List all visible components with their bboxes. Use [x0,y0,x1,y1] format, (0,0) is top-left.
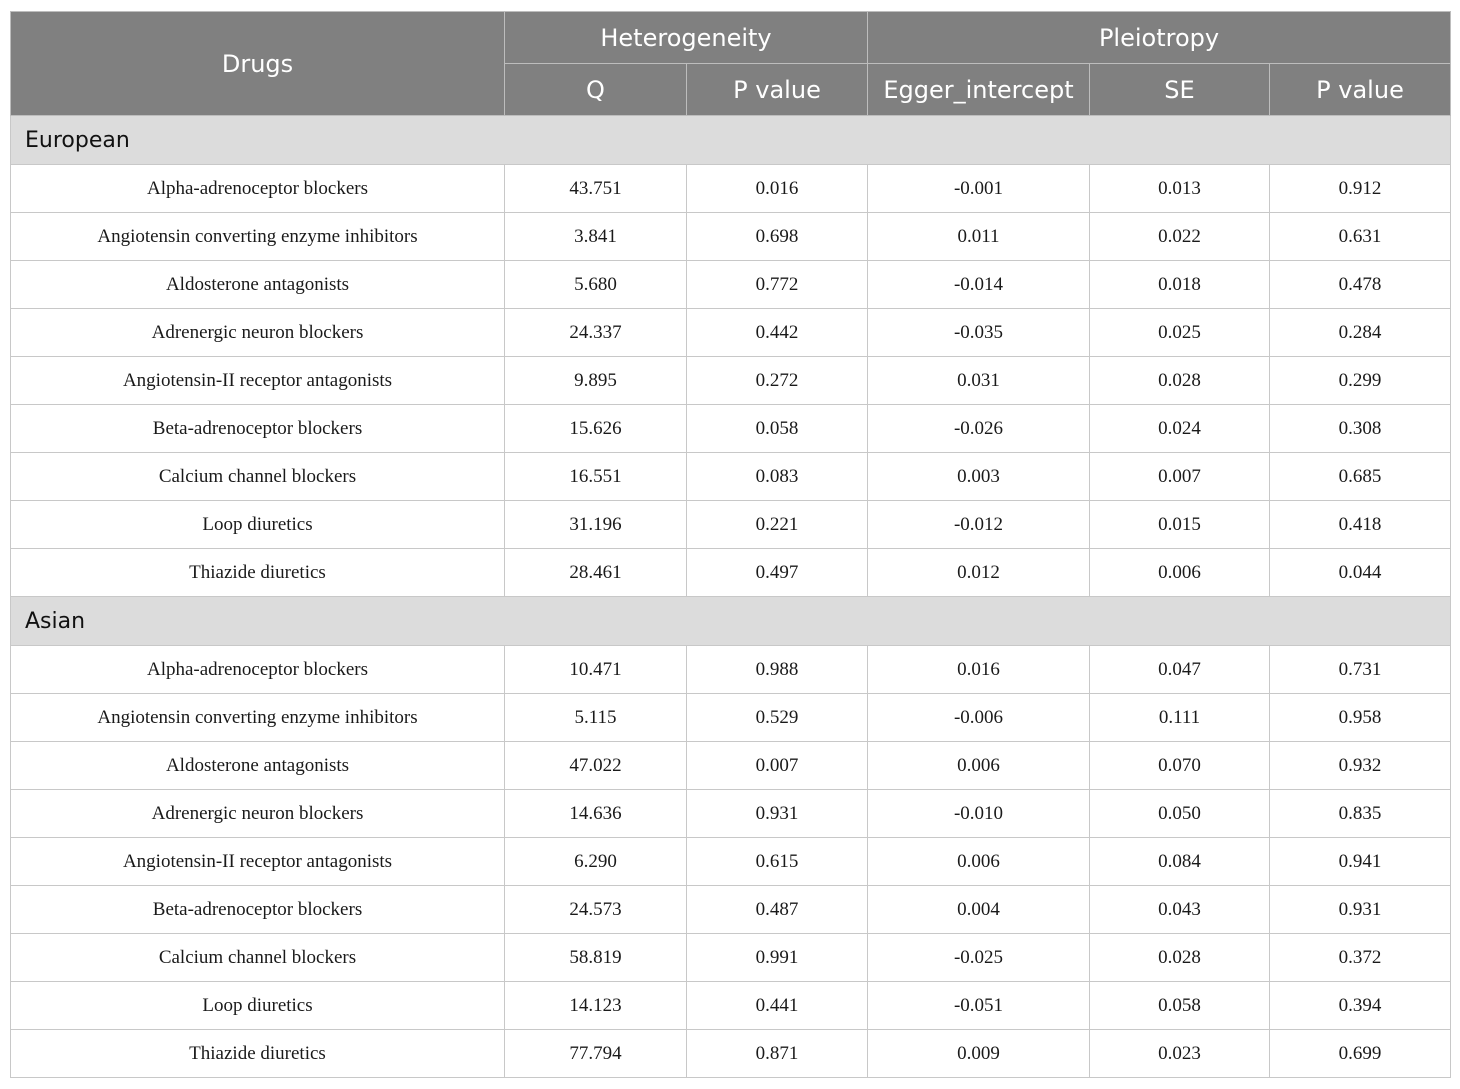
egger-intercept-cell: 0.009 [868,1030,1090,1078]
heterogeneity-p-value-cell: 0.442 [687,309,868,357]
heterogeneity-p-value-cell: 0.698 [687,213,868,261]
drug-name-cell: Beta-adrenoceptor blockers [11,405,505,453]
drug-name-cell: Aldosterone antagonists [11,742,505,790]
se-cell: 0.050 [1090,790,1270,838]
q-cell: 9.895 [505,357,687,405]
se-cell: 0.006 [1090,549,1270,597]
egger-intercept-cell: -0.026 [868,405,1090,453]
q-cell: 15.626 [505,405,687,453]
table-row [11,886,1451,934]
pleiotropy-p-value-cell: 0.284 [1270,309,1451,357]
se-cell: 0.022 [1090,213,1270,261]
se-cell: 0.013 [1090,165,1270,213]
drug-name-cell: Loop diuretics [11,501,505,549]
se-cell: 0.025 [1090,309,1270,357]
pleiotropy-p-value-cell: 0.941 [1270,838,1451,886]
egger-intercept-cell: -0.035 [868,309,1090,357]
q-cell: 58.819 [505,934,687,982]
q-cell: 77.794 [505,1030,687,1078]
pleiotropy-p-value-cell: 0.932 [1270,742,1451,790]
results-table [10,11,1451,1078]
group-label: Asian [11,597,1451,646]
table-header [11,12,1451,116]
drug-name-cell: Calcium channel blockers [11,453,505,501]
q-cell: 24.337 [505,309,687,357]
heterogeneity-p-value-cell: 0.272 [687,357,868,405]
drug-name-cell: Adrenergic neuron blockers [11,790,505,838]
q-cell: 14.636 [505,790,687,838]
egger-intercept-cell: -0.001 [868,165,1090,213]
drug-name-cell: Beta-adrenoceptor blockers [11,886,505,934]
drug-name-cell: Thiazide diuretics [11,1030,505,1078]
group-row [11,116,1451,165]
drug-name-cell: Aldosterone antagonists [11,261,505,309]
pleiotropy-p-value-cell: 0.685 [1270,453,1451,501]
table-row [11,213,1451,261]
q-cell: 43.751 [505,165,687,213]
drug-name-cell: Alpha-adrenoceptor blockers [11,646,505,694]
heterogeneity-p-value-cell: 0.529 [687,694,868,742]
pleiotropy-p-value-cell: 0.394 [1270,982,1451,1030]
heterogeneity-p-value-cell: 0.221 [687,501,868,549]
pleiotropy-p-value-cell: 0.372 [1270,934,1451,982]
table-row [11,261,1451,309]
se-cell: 0.084 [1090,838,1270,886]
header-row-top [11,12,1451,64]
pleiotropy-p-value-cell: 0.699 [1270,1030,1451,1078]
drug-name-cell: Loop diuretics [11,982,505,1030]
table-row [11,357,1451,405]
se-cell: 0.023 [1090,1030,1270,1078]
se-cell: 0.028 [1090,357,1270,405]
se-cell: 0.070 [1090,742,1270,790]
group-row [11,597,1451,646]
pleiotropy-p-value-cell: 0.731 [1270,646,1451,694]
drug-name-cell: Angiotensin converting enzyme inhibitors [11,213,505,261]
q-cell: 3.841 [505,213,687,261]
pleiotropy-p-value-cell: 0.044 [1270,549,1451,597]
se-cell: 0.028 [1090,934,1270,982]
egger-intercept-cell: 0.016 [868,646,1090,694]
table-row [11,501,1451,549]
table-body [11,116,1451,1078]
pleiotropy-p-value-cell: 0.912 [1270,165,1451,213]
table-row [11,790,1451,838]
se-column-header: SE [1090,64,1270,116]
pleiotropy-p-value-cell: 0.308 [1270,405,1451,453]
egger-intercept-column-header: Egger_intercept [868,64,1090,116]
drug-name-cell: Thiazide diuretics [11,549,505,597]
heterogeneity-p-value-cell: 0.083 [687,453,868,501]
q-cell: 5.680 [505,261,687,309]
heterogeneity-p-value-cell: 0.058 [687,405,868,453]
egger-intercept-cell: -0.014 [868,261,1090,309]
heterogeneity-p-value-cell: 0.441 [687,982,868,1030]
heterogeneity-p-value-cell: 0.615 [687,838,868,886]
pleiotropy-p-value-cell: 0.958 [1270,694,1451,742]
q-column-header: Q [505,64,687,116]
drug-name-cell: Calcium channel blockers [11,934,505,982]
se-cell: 0.015 [1090,501,1270,549]
table-row [11,694,1451,742]
se-cell: 0.007 [1090,453,1270,501]
pleiotropy-p-value-cell: 0.631 [1270,213,1451,261]
se-cell: 0.018 [1090,261,1270,309]
q-cell: 10.471 [505,646,687,694]
egger-intercept-cell: -0.010 [868,790,1090,838]
heterogeneity-group-header: Heterogeneity [505,12,868,64]
se-cell: 0.111 [1090,694,1270,742]
drugs-column-header: Drugs [11,12,505,116]
egger-intercept-cell: 0.004 [868,886,1090,934]
pleiotropy-p-value-cell: 0.835 [1270,790,1451,838]
group-label: European [11,116,1451,165]
heterogeneity-p-value-cell: 0.991 [687,934,868,982]
table-row [11,646,1451,694]
heterogeneity-p-value-cell: 0.497 [687,549,868,597]
table-row [11,453,1451,501]
drug-name-cell: Angiotensin converting enzyme inhibitors [11,694,505,742]
se-cell: 0.043 [1090,886,1270,934]
table-row [11,165,1451,213]
drug-name-cell: Adrenergic neuron blockers [11,309,505,357]
egger-intercept-cell: 0.011 [868,213,1090,261]
heterogeneity-p-value-cell: 0.871 [687,1030,868,1078]
heterogeneity-p-value-cell: 0.931 [687,790,868,838]
egger-intercept-cell: 0.006 [868,838,1090,886]
se-cell: 0.024 [1090,405,1270,453]
heterogeneity-p-value-column-header: P value [687,64,868,116]
q-cell: 47.022 [505,742,687,790]
q-cell: 28.461 [505,549,687,597]
pleiotropy-p-value-cell: 0.418 [1270,501,1451,549]
drug-name-cell: Angiotensin-II receptor antagonists [11,838,505,886]
q-cell: 5.115 [505,694,687,742]
q-cell: 14.123 [505,982,687,1030]
table-row [11,934,1451,982]
egger-intercept-cell: -0.006 [868,694,1090,742]
pleiotropy-group-header: Pleiotropy [868,12,1451,64]
egger-intercept-cell: -0.051 [868,982,1090,1030]
egger-intercept-cell: 0.031 [868,357,1090,405]
heterogeneity-p-value-cell: 0.007 [687,742,868,790]
egger-intercept-cell: 0.003 [868,453,1090,501]
heterogeneity-p-value-cell: 0.988 [687,646,868,694]
drug-name-cell: Angiotensin-II receptor antagonists [11,357,505,405]
table-row [11,1030,1451,1078]
q-cell: 31.196 [505,501,687,549]
egger-intercept-cell: 0.006 [868,742,1090,790]
pleiotropy-p-value-cell: 0.478 [1270,261,1451,309]
table-row [11,742,1451,790]
egger-intercept-cell: -0.025 [868,934,1090,982]
table-row [11,309,1451,357]
heterogeneity-p-value-cell: 0.487 [687,886,868,934]
heterogeneity-p-value-cell: 0.016 [687,165,868,213]
pleiotropy-p-value-column-header: P value [1270,64,1451,116]
table-row [11,549,1451,597]
se-cell: 0.047 [1090,646,1270,694]
q-cell: 16.551 [505,453,687,501]
table-row [11,405,1451,453]
q-cell: 24.573 [505,886,687,934]
egger-intercept-cell: 0.012 [868,549,1090,597]
table-row [11,982,1451,1030]
q-cell: 6.290 [505,838,687,886]
se-cell: 0.058 [1090,982,1270,1030]
table-row [11,838,1451,886]
pleiotropy-p-value-cell: 0.931 [1270,886,1451,934]
pleiotropy-p-value-cell: 0.299 [1270,357,1451,405]
heterogeneity-p-value-cell: 0.772 [687,261,868,309]
drug-name-cell: Alpha-adrenoceptor blockers [11,165,505,213]
egger-intercept-cell: -0.012 [868,501,1090,549]
